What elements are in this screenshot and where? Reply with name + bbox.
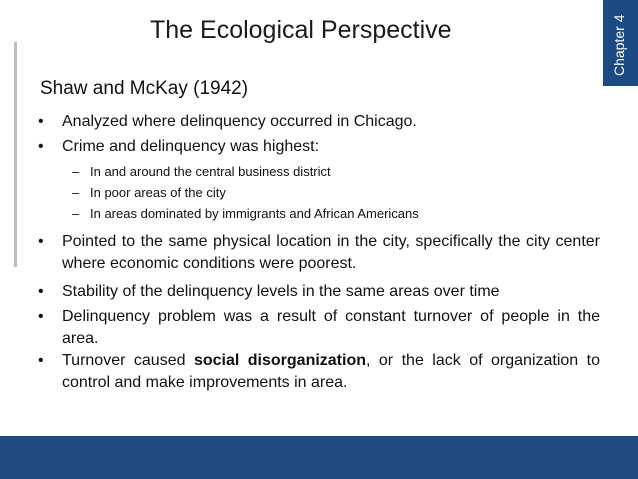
left-rule (14, 42, 17, 267)
bullet-analyzed: • Analyzed where delinquency occurred in Chicago. (62, 111, 600, 133)
footer-bar (0, 436, 638, 479)
chapter-label: Chapter 4 (611, 14, 627, 76)
subbullet-immigrant-areas: – In areas dominated by immigrants and African Americans (90, 205, 590, 223)
bullet-social-disorganization (62, 350, 600, 394)
bullet-highest: • Crime and delinquency was highest: (62, 136, 600, 158)
bullet-physical-location: • Pointed to the same physical location in the city, specifically the city center where economic conditions were poorest. (62, 231, 600, 275)
bullet-stability: • Stability of the delinquency levels in the same areas over time (62, 281, 600, 303)
subbullet-central-district: – In and around the central business district (90, 163, 590, 181)
subbullet-poor-areas: – In poor areas of the city (90, 184, 590, 202)
bullet-suffix: , or the lack of organization to control and make improvements in area. (62, 352, 600, 391)
social-disorganization-term: social disorganization (193, 352, 366, 369)
bullet-turnover-problem: • Delinquency problem was a result of constant turnover of people in the area. (62, 306, 600, 350)
slide-title: The Ecological Perspective (150, 16, 452, 44)
section-subheading: Shaw and McKay (1942) (40, 78, 249, 99)
bullet-prefix: Turnover caused (62, 352, 194, 369)
